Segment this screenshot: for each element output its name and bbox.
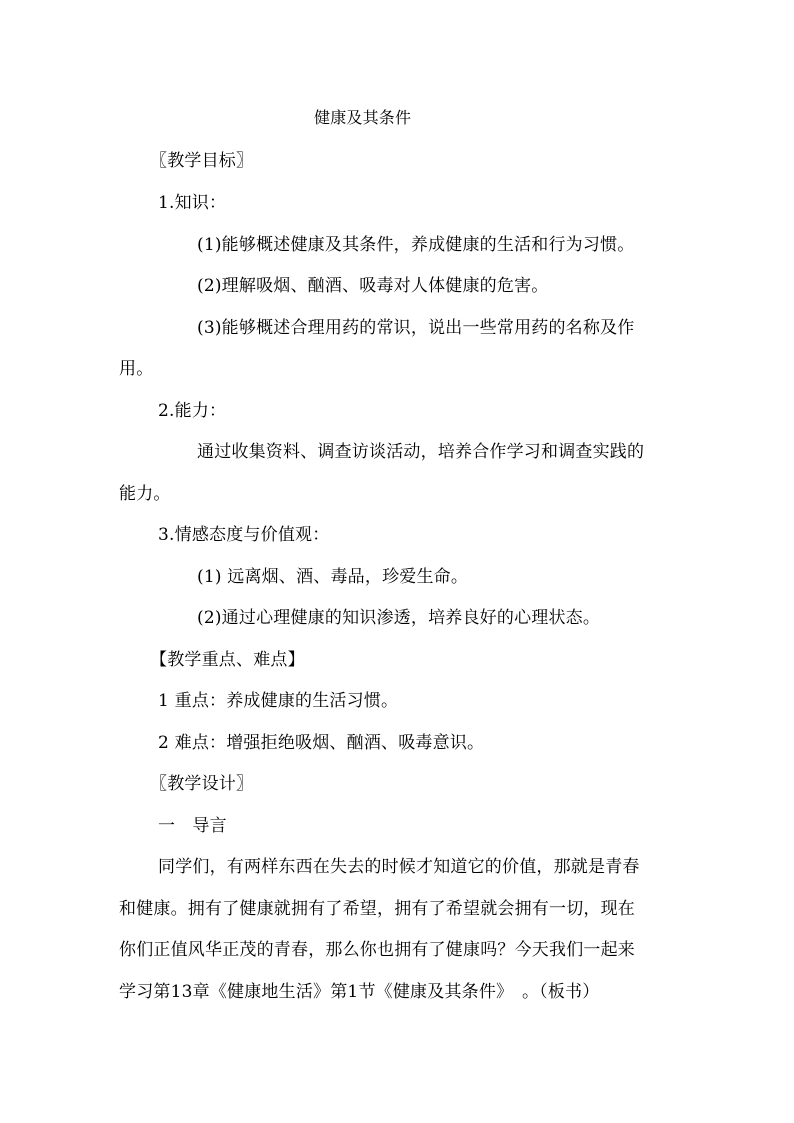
- knowledge-item-3-line-2: 用。: [119, 359, 154, 379]
- objectives-heading: 〖教学目标〗: [150, 151, 254, 171]
- key-point-2: 2 难点：增强拒绝吸烟、酗酒、吸毒意识。: [158, 733, 485, 753]
- ability-label: 2.能力：: [158, 401, 227, 421]
- knowledge-item-2: (2)理解吸烟、酗酒、吸毒对人体健康的危害。: [197, 276, 549, 296]
- knowledge-label: 1.知识：: [158, 193, 227, 213]
- design-heading: 〖教学设计〗: [150, 774, 254, 794]
- intro-paragraph-line-2: 和健康。拥有了健康就拥有了希望，拥有了希望就会拥有一切，现在: [119, 899, 635, 919]
- intro-paragraph-line-4: 学习第13章《健康地生活》第1节《健康及其条件》 。（板书）: [119, 982, 600, 1002]
- emotion-item-1: (1) 远离烟、酒、毒品，珍爱生命。: [197, 567, 469, 587]
- ability-text-line-2: 能力。: [119, 484, 171, 504]
- knowledge-item-1: (1)能够概述健康及其条件，养成健康的生活和行为习惯。: [197, 235, 635, 255]
- key-point-1: 1 重点：养成健康的生活习惯。: [158, 691, 399, 711]
- key-points-heading: 【教学重点、难点】: [150, 650, 305, 670]
- document-title: 健康及其条件: [314, 108, 412, 127]
- intro-heading: 一 导言: [158, 816, 227, 836]
- knowledge-item-3-line-1: (3)能够概述合理用药的常识，说出一些常用药的名称及作: [197, 318, 635, 338]
- intro-paragraph-line-1: 同学们，有两样东西在失去的时候才知道它的价值，那就是青春: [158, 857, 640, 877]
- ability-text-line-1: 通过收集资料、调查访谈活动，培养合作学习和调查实践的: [197, 442, 645, 462]
- emotion-item-2: (2)通过心理健康的知识渗透，培养良好的心理状态。: [197, 608, 601, 628]
- emotion-label: 3.情感态度与价值观：: [158, 525, 330, 545]
- intro-paragraph-line-3: 你们正值风华正茂的青春，那么你也拥有了健康吗？今天我们一起来: [119, 940, 635, 960]
